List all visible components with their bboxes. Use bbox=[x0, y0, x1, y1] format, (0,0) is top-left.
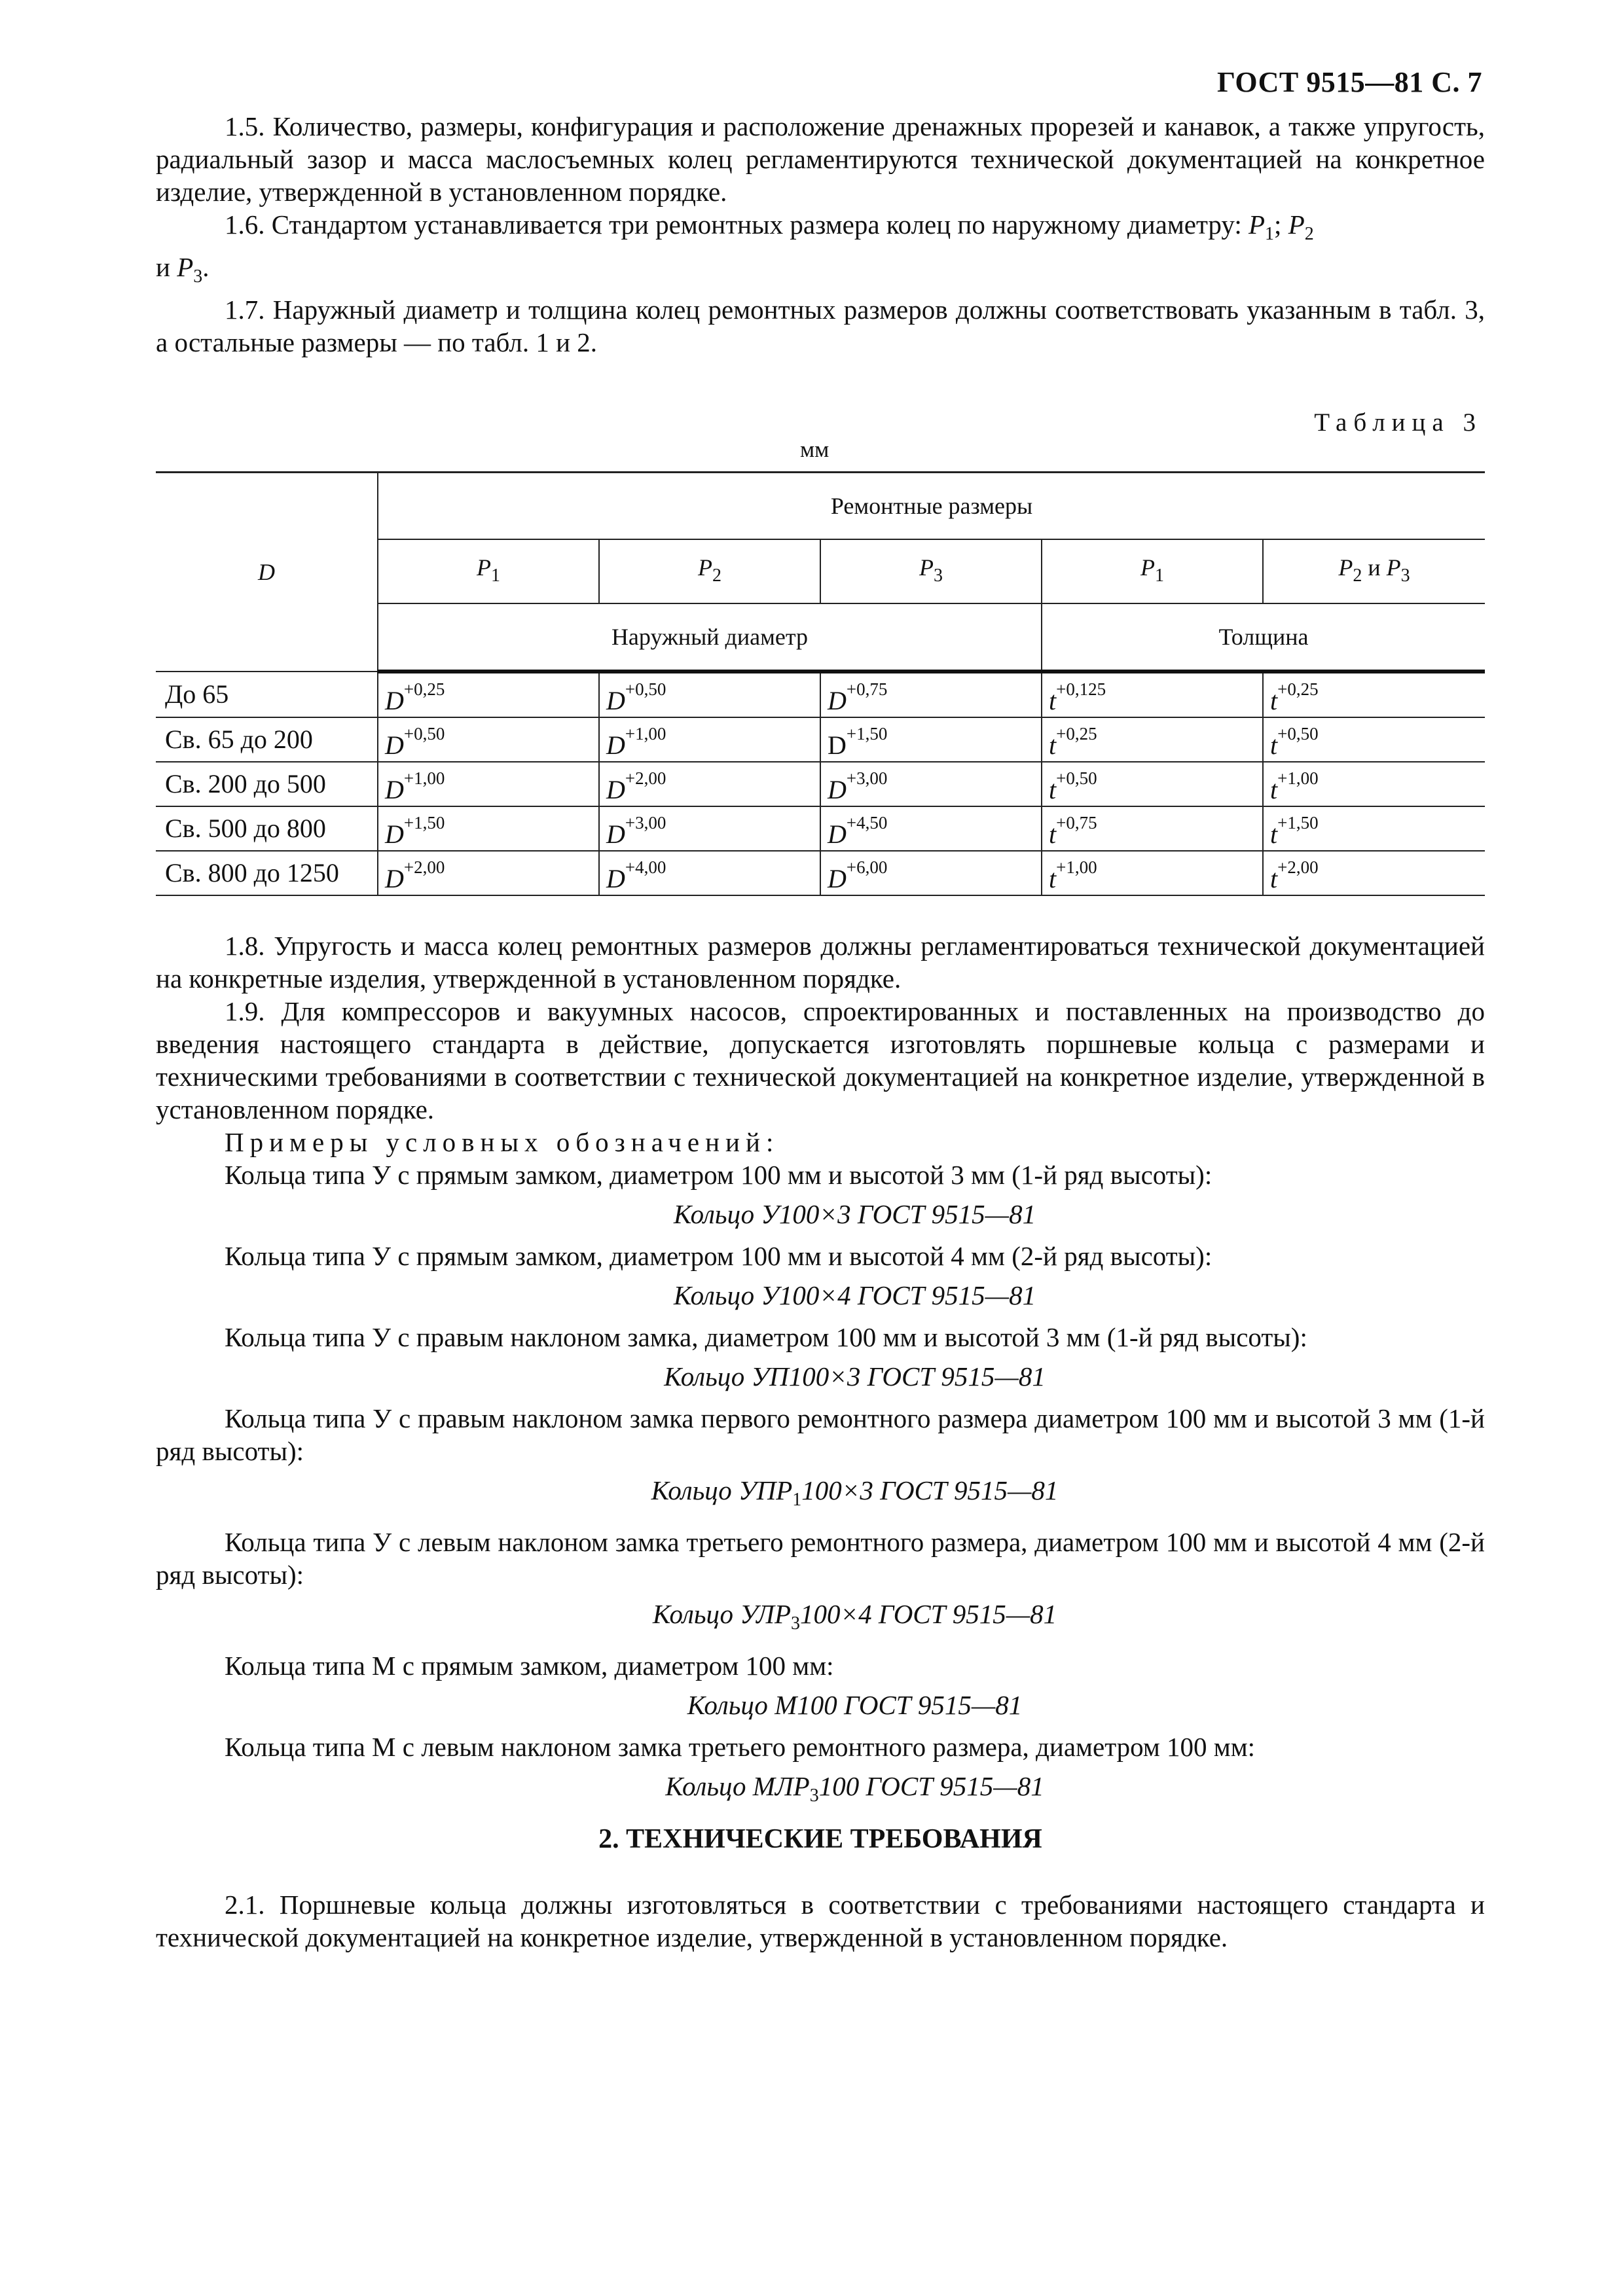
cell-value: $D^{+3,00}$ bbox=[820, 762, 1042, 806]
table-body bbox=[156, 672, 1485, 895]
paragraph-2-1: 2.1. Поршневые кольца должны изготовляться в соответствии с требованиями настоящего стандарта и технической документацией на конкретное изделие, утвержденной в установленном порядке. bbox=[156, 1890, 1485, 1952]
example-description: Кольца типа У с правым наклоном замка первого ремонтного размера диаметром 100 мм и высотой 3 мм (1-й ряд высоты): bbox=[156, 1403, 1485, 1466]
cell-value: $D^{+2,00}$ bbox=[378, 851, 599, 895]
cell-value: $D^{+0,50}$ bbox=[599, 672, 820, 717]
paragraph-1-6-cont: и $P_3$. bbox=[156, 252, 210, 287]
cell-value: $D^{+3,00}$ bbox=[599, 806, 820, 851]
example-designation: Кольцо УП100×3 ГОСТ 9515—81 bbox=[664, 1361, 1046, 1391]
paragraph-1-9: 1.9. Для компрессоров и вакуумных насосов, спроектированных и поставленных на производство до введения настоящего стандарта в действие, допускается изготовлять поршневые кольца с размерами и техническими требованиями в соответствии с технической документацией на конкретное изделие, утвержденной в установленном порядке. bbox=[156, 996, 1485, 1124]
lower-paragraphs bbox=[156, 929, 1485, 1821]
cell-d-range: Св. 200 до 500 bbox=[156, 762, 378, 806]
col-header-p3-outer: $P_3$ bbox=[820, 539, 1042, 603]
col-header-d: D bbox=[156, 473, 378, 672]
col-header-p1-thickness: $P_1$ bbox=[1042, 539, 1263, 603]
example-designation: Кольцо У100×4 ГОСТ 9515—81 bbox=[673, 1280, 1036, 1310]
cell-d-range: Св. 800 до 1250 bbox=[156, 851, 378, 895]
cell-value: $D^{+6,00}$ bbox=[820, 851, 1042, 895]
example-designation: Кольцо $МЛР_3100$ ГОСТ 9515—81 bbox=[665, 1771, 1044, 1806]
col-header-p1-outer: $P_1$ bbox=[378, 539, 599, 603]
cell-value: $t^{+2,00}$ bbox=[1263, 851, 1485, 895]
cell-value: $D^{+4,50}$ bbox=[820, 806, 1042, 851]
example-description: Кольца типа М с левым наклоном замка третьего ремонтного размера, диаметром 100 мм: bbox=[225, 1732, 1256, 1762]
cell-value: $D^{+1,00}$ bbox=[599, 717, 820, 762]
paragraph-1-5: 1.5. Количество, размеры, конфигурация и расположение дренажных прорезей и канавок, а также упругость, радиальный зазор и масса маслосъемных колец регламентируются технической документацией на конкретное изделие, утвержденной в установленном порядке. bbox=[156, 111, 1485, 207]
subheader-thickness: Толщина bbox=[1042, 603, 1485, 672]
section-2-body bbox=[156, 1888, 1485, 1954]
intro-paragraphs bbox=[156, 110, 1485, 359]
cell-value: $t^{+0,125}$ bbox=[1042, 672, 1263, 717]
example-designation: Кольцо М100 ГОСТ 9515—81 bbox=[687, 1690, 1023, 1720]
example-description: Кольца типа У с правым наклоном замка, диаметром 100 мм и высотой 3 мм (1-й ряд высоты): bbox=[225, 1322, 1307, 1352]
paragraph-1-8: 1.8. Упругость и масса колец ремонтных размеров должны регламентироваться технической документацией на конкретные изделия, утвержденной в установленном порядке. bbox=[156, 931, 1485, 994]
example-description: Кольца типа У с левым наклоном замка третьего ремонтного размера, диаметром 100 мм и высотой 4 мм (2-й ряд высоты): bbox=[156, 1527, 1485, 1590]
section-2-title: 2. ТЕХНИЧЕСКИЕ ТРЕБОВАНИЯ bbox=[598, 1824, 1042, 1854]
table-row bbox=[156, 717, 1485, 762]
cell-value: $t^{+1,00}$ bbox=[1042, 851, 1263, 895]
cell-value: $D^{+0,50}$ bbox=[378, 717, 599, 762]
table-row bbox=[156, 851, 1485, 895]
cell-value: $D^{+4,00}$ bbox=[599, 851, 820, 895]
table-row bbox=[156, 672, 1485, 717]
cell-value: $D^{+0,25}$ bbox=[378, 672, 599, 717]
examples-title: Примеры условных обозначений: bbox=[225, 1127, 780, 1157]
examples-list bbox=[156, 1158, 1485, 1812]
paragraph-1-7: 1.7. Наружный диаметр и толщина колец ремонтных размеров должны соответствовать указанным в табл. 3, а остальные размеры — по табл. 1 и 2. bbox=[156, 295, 1485, 357]
table-label: Таблица 3 bbox=[1314, 408, 1482, 437]
cell-d-range: Св. 65 до 200 bbox=[156, 717, 378, 762]
col-header-p2-outer: $P_2$ bbox=[599, 539, 820, 603]
example-description: Кольца типа У с прямым замком, диаметром 100 мм и высотой 4 мм (2-й ряд высоты): bbox=[225, 1241, 1213, 1271]
cell-d-range: До 65 bbox=[156, 672, 378, 717]
group-header: Ремонтные размеры bbox=[378, 473, 1485, 540]
cell-value: $t^{+0,25}$ bbox=[1042, 717, 1263, 762]
cell-value: $t^{+1,50}$ bbox=[1263, 806, 1485, 851]
cell-value: $t^{+0,50}$ bbox=[1263, 717, 1485, 762]
cell-value: $D^{+1,00}$ bbox=[378, 762, 599, 806]
repair-sizes-table bbox=[156, 471, 1485, 896]
cell-value: $D^{+1,50}$ bbox=[820, 717, 1042, 762]
page-header: ГОСТ 9515—81 С. 7 bbox=[1216, 66, 1482, 98]
col-header-p2p3-thickness: $P_2$ и $P_3$ bbox=[1263, 539, 1485, 603]
cell-value: $t^{+0,25}$ bbox=[1263, 672, 1485, 717]
cell-d-range: Св. 500 до 800 bbox=[156, 806, 378, 851]
cell-value: $t^{+1,00}$ bbox=[1263, 762, 1485, 806]
cell-value: $t^{+0,50}$ bbox=[1042, 762, 1263, 806]
example-designation: Кольцо $УЛР_3100\times 4$ ГОСТ 9515—81 bbox=[652, 1599, 1057, 1634]
example-description: Кольца типа М с прямым замком, диаметром 100 мм: bbox=[225, 1651, 834, 1681]
paragraph-1-6: 1.6. Стандартом устанавливается три ремонтных размера колец по наружному диаметру: $P_1$; $P_2$ bbox=[225, 209, 1314, 244]
cell-value: $D^{+1,50}$ bbox=[378, 806, 599, 851]
example-designation: Кольцо У100×3 ГОСТ 9515—81 bbox=[673, 1199, 1036, 1229]
example-designation: Кольцо $УПР_1100\times 3$ ГОСТ 9515—81 bbox=[651, 1475, 1059, 1510]
table-unit: мм bbox=[800, 437, 830, 462]
table-row bbox=[156, 806, 1485, 851]
table-row bbox=[156, 762, 1485, 806]
subheader-outer-diameter: Наружный диаметр bbox=[378, 603, 1042, 672]
example-description: Кольца типа У с прямым замком, диаметром 100 мм и высотой 3 мм (1-й ряд высоты): bbox=[225, 1160, 1213, 1190]
cell-value: $D^{+2,00}$ bbox=[599, 762, 820, 806]
cell-value: $D^{+0,75}$ bbox=[820, 672, 1042, 717]
cell-value: $t^{+0,75}$ bbox=[1042, 806, 1263, 851]
